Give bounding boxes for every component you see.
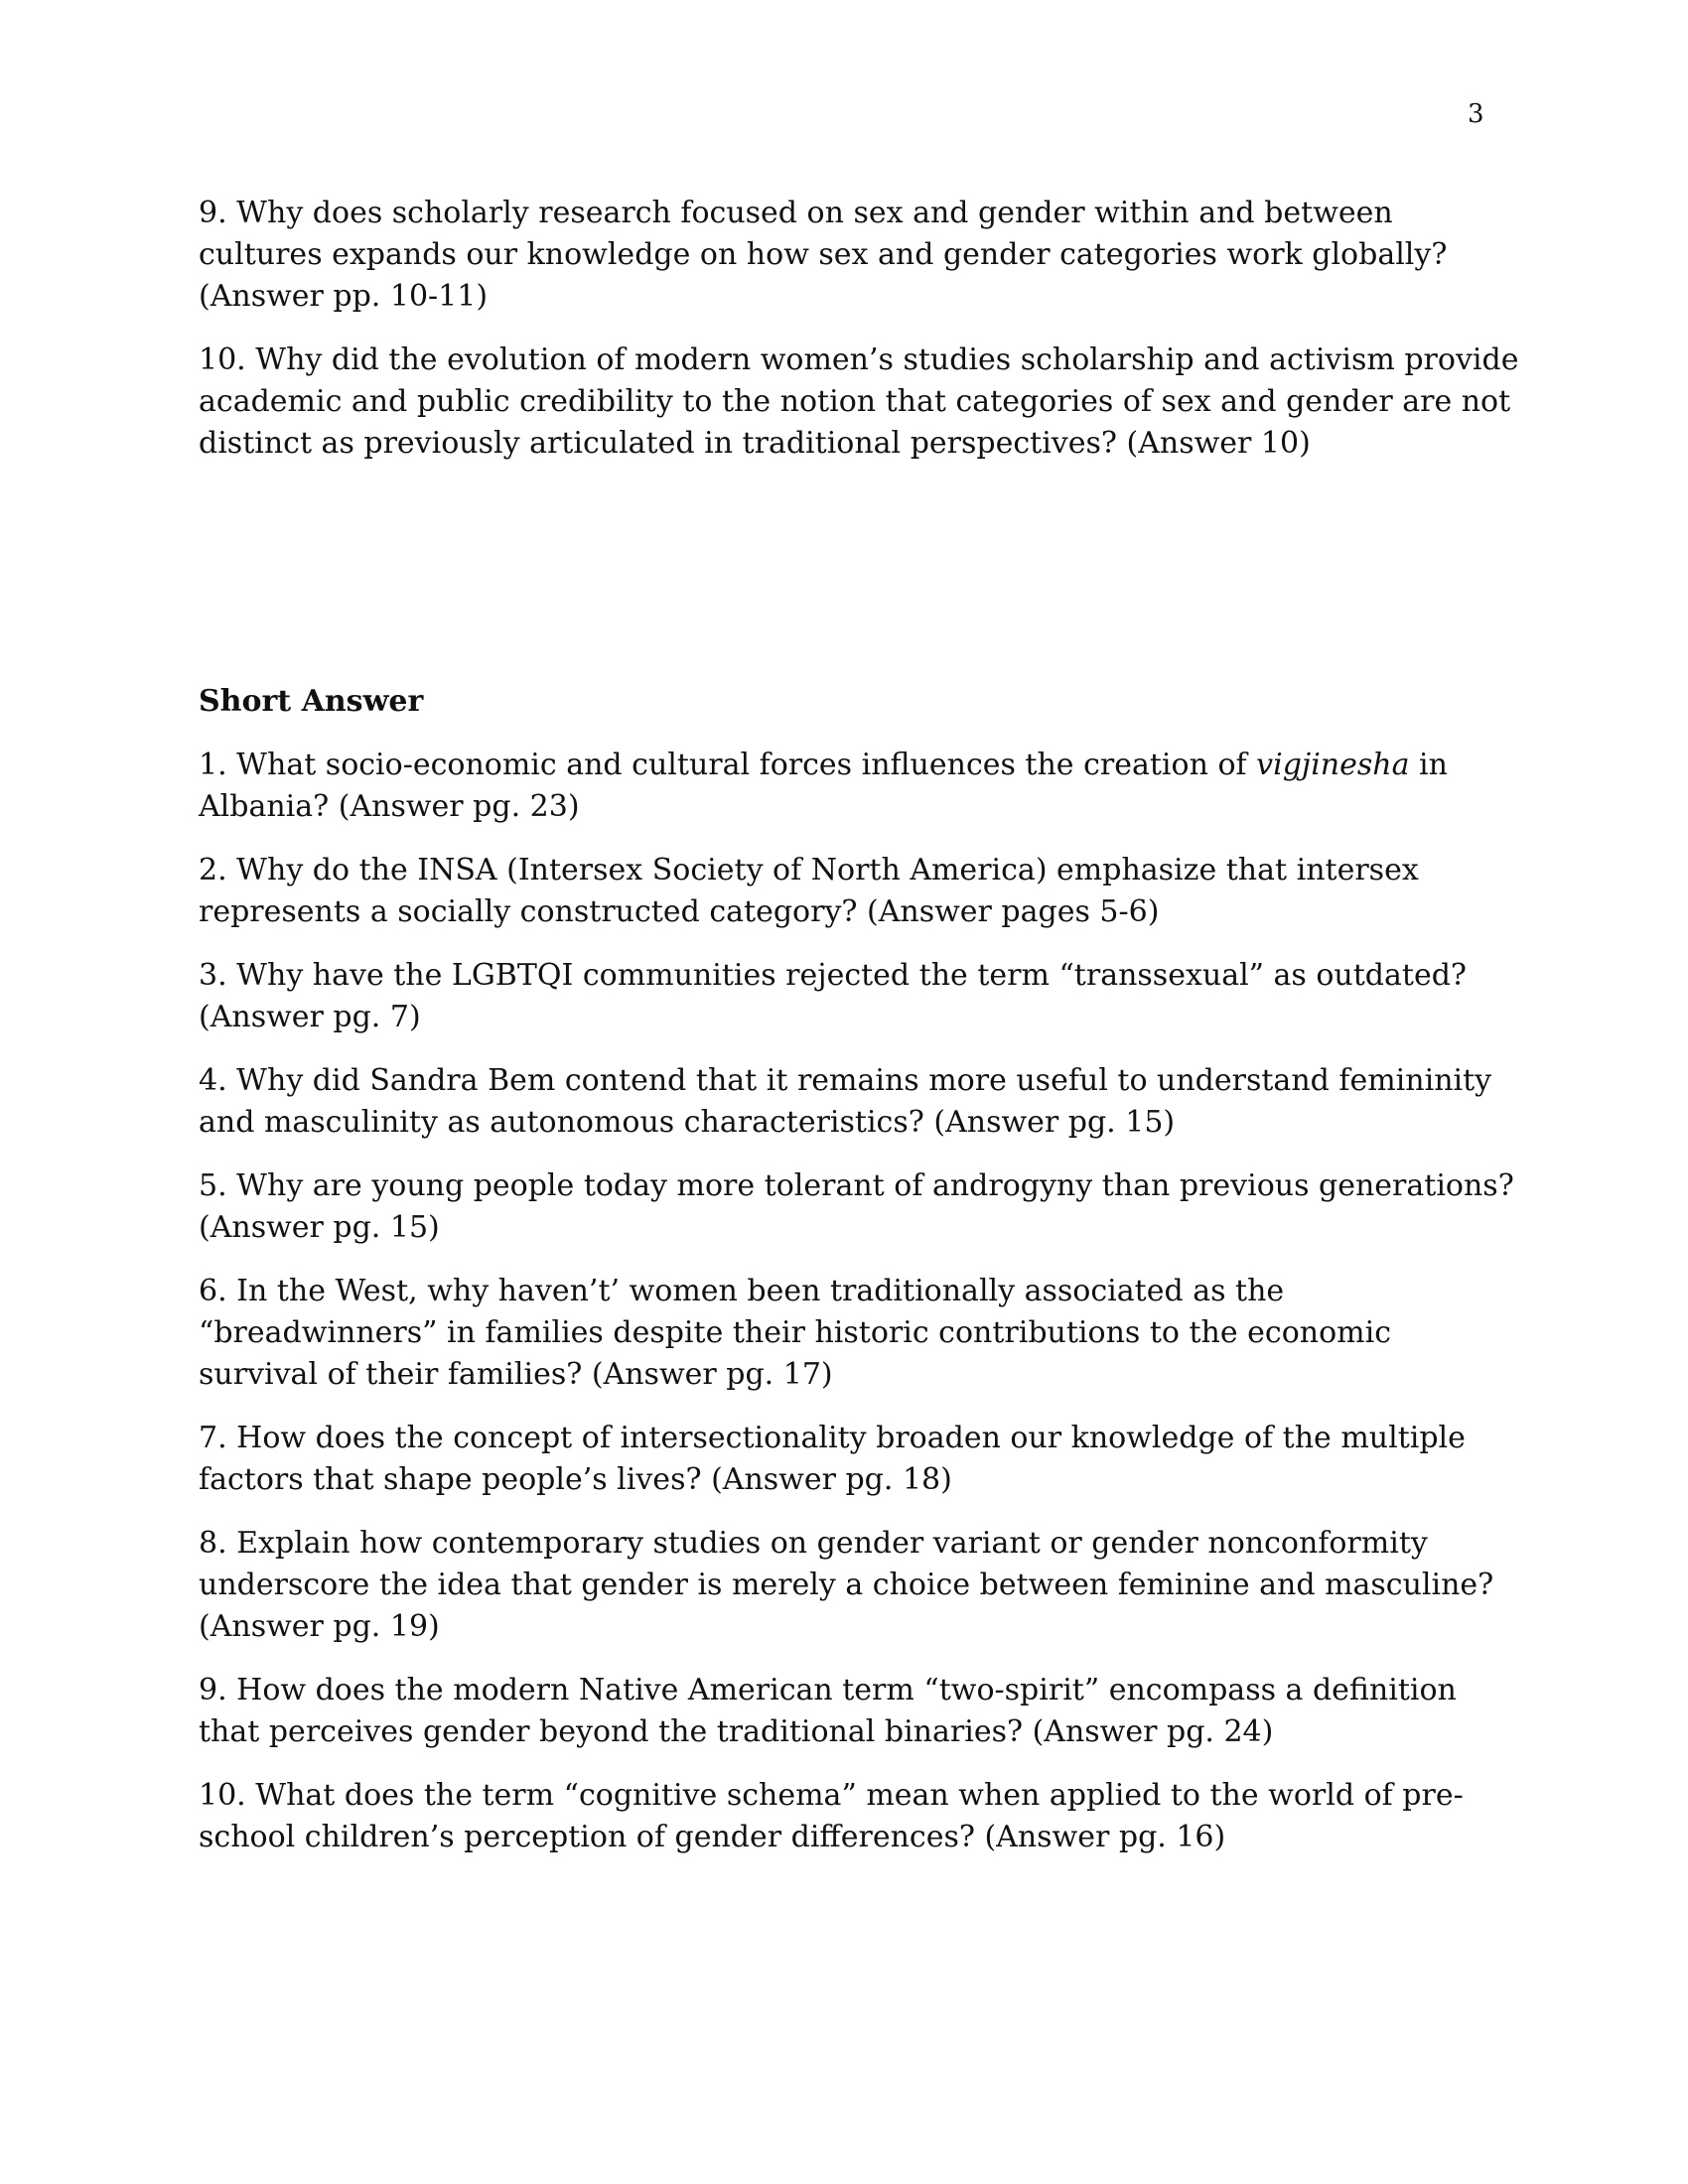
question-1-text-end: in Albania? (Answer pg. 23) bbox=[199, 748, 1448, 824]
short-answer-question-6: 6. In the West, why haven’t’ women been traditionally associated as the “breadwinners” in families despite their historic contributions to the economic survival of their families? (Answer pg. 17) bbox=[199, 1274, 1391, 1392]
essay-question-10: 10. Why did the evolution of modern women’s studies scholarship and activism provide academic and public credibility to the notion that categories of sex and gender are not distinct as previously articulated in traditional perspectives? (Answer 10) bbox=[199, 342, 1519, 461]
page-content bbox=[199, 193, 1519, 1880]
short-answer-question-5: 5. Why are young people today more tolerant of androgyny than previous generations? (Answer pg. 15) bbox=[199, 1168, 1514, 1245]
short-answer-question-7: 7. How does the concept of intersectionality broaden our knowledge of the multiple factors that shape people’s lives? (Answer pg. 18) bbox=[199, 1421, 1466, 1497]
essay-question-9: 9. Why does scholarly research focused on sex and gender within and between cultures expands our knowledge on how sex and gender categories work globally? (Answer pp. 10-11) bbox=[199, 196, 1448, 314]
question-1-text-start: 1. What socio-economic and cultural forces influences the creation of bbox=[199, 748, 1257, 782]
short-answer-question-2: 2. Why do the INSA (Intersex Society of North America) emphasize that intersex represents a socially constructed category? (Answer pages 5-6) bbox=[199, 853, 1419, 929]
short-answer-question-10: 10. What does the term “cognitive schema” mean when applied to the world of pre-school children’s perception of gender differences? (Answer pg. 16) bbox=[199, 1778, 1464, 1854]
section-spacer bbox=[199, 486, 1519, 681]
short-answer-question-9: 9. How does the modern Native American term “two-spirit” encompass a definition that perceives gender beyond the traditional binaries? (Answer pg. 24) bbox=[199, 1673, 1457, 1749]
question-1-italic-term: vigjinesha bbox=[1256, 748, 1410, 782]
short-answer-question-1 bbox=[199, 745, 1519, 828]
short-answer-question-4: 4. Why did Sandra Bem contend that it remains more useful to understand femininity and masculinity as autonomous characteristics? (Answer pg. 15) bbox=[199, 1063, 1492, 1140]
short-answer-question-3: 3. Why have the LGBTQI communities rejected the term “transsexual” as outdated? (Answer pg. 7) bbox=[199, 958, 1467, 1034]
short-answer-question-8: 8. Explain how contemporary studies on gender variant or gender nonconformity underscore the idea that gender is merely a choice between feminine and masculine? (Answer pg. 19) bbox=[199, 1526, 1494, 1644]
short-answer-heading: Short Answer bbox=[199, 684, 424, 719]
page-number: 3 bbox=[1468, 99, 1484, 129]
